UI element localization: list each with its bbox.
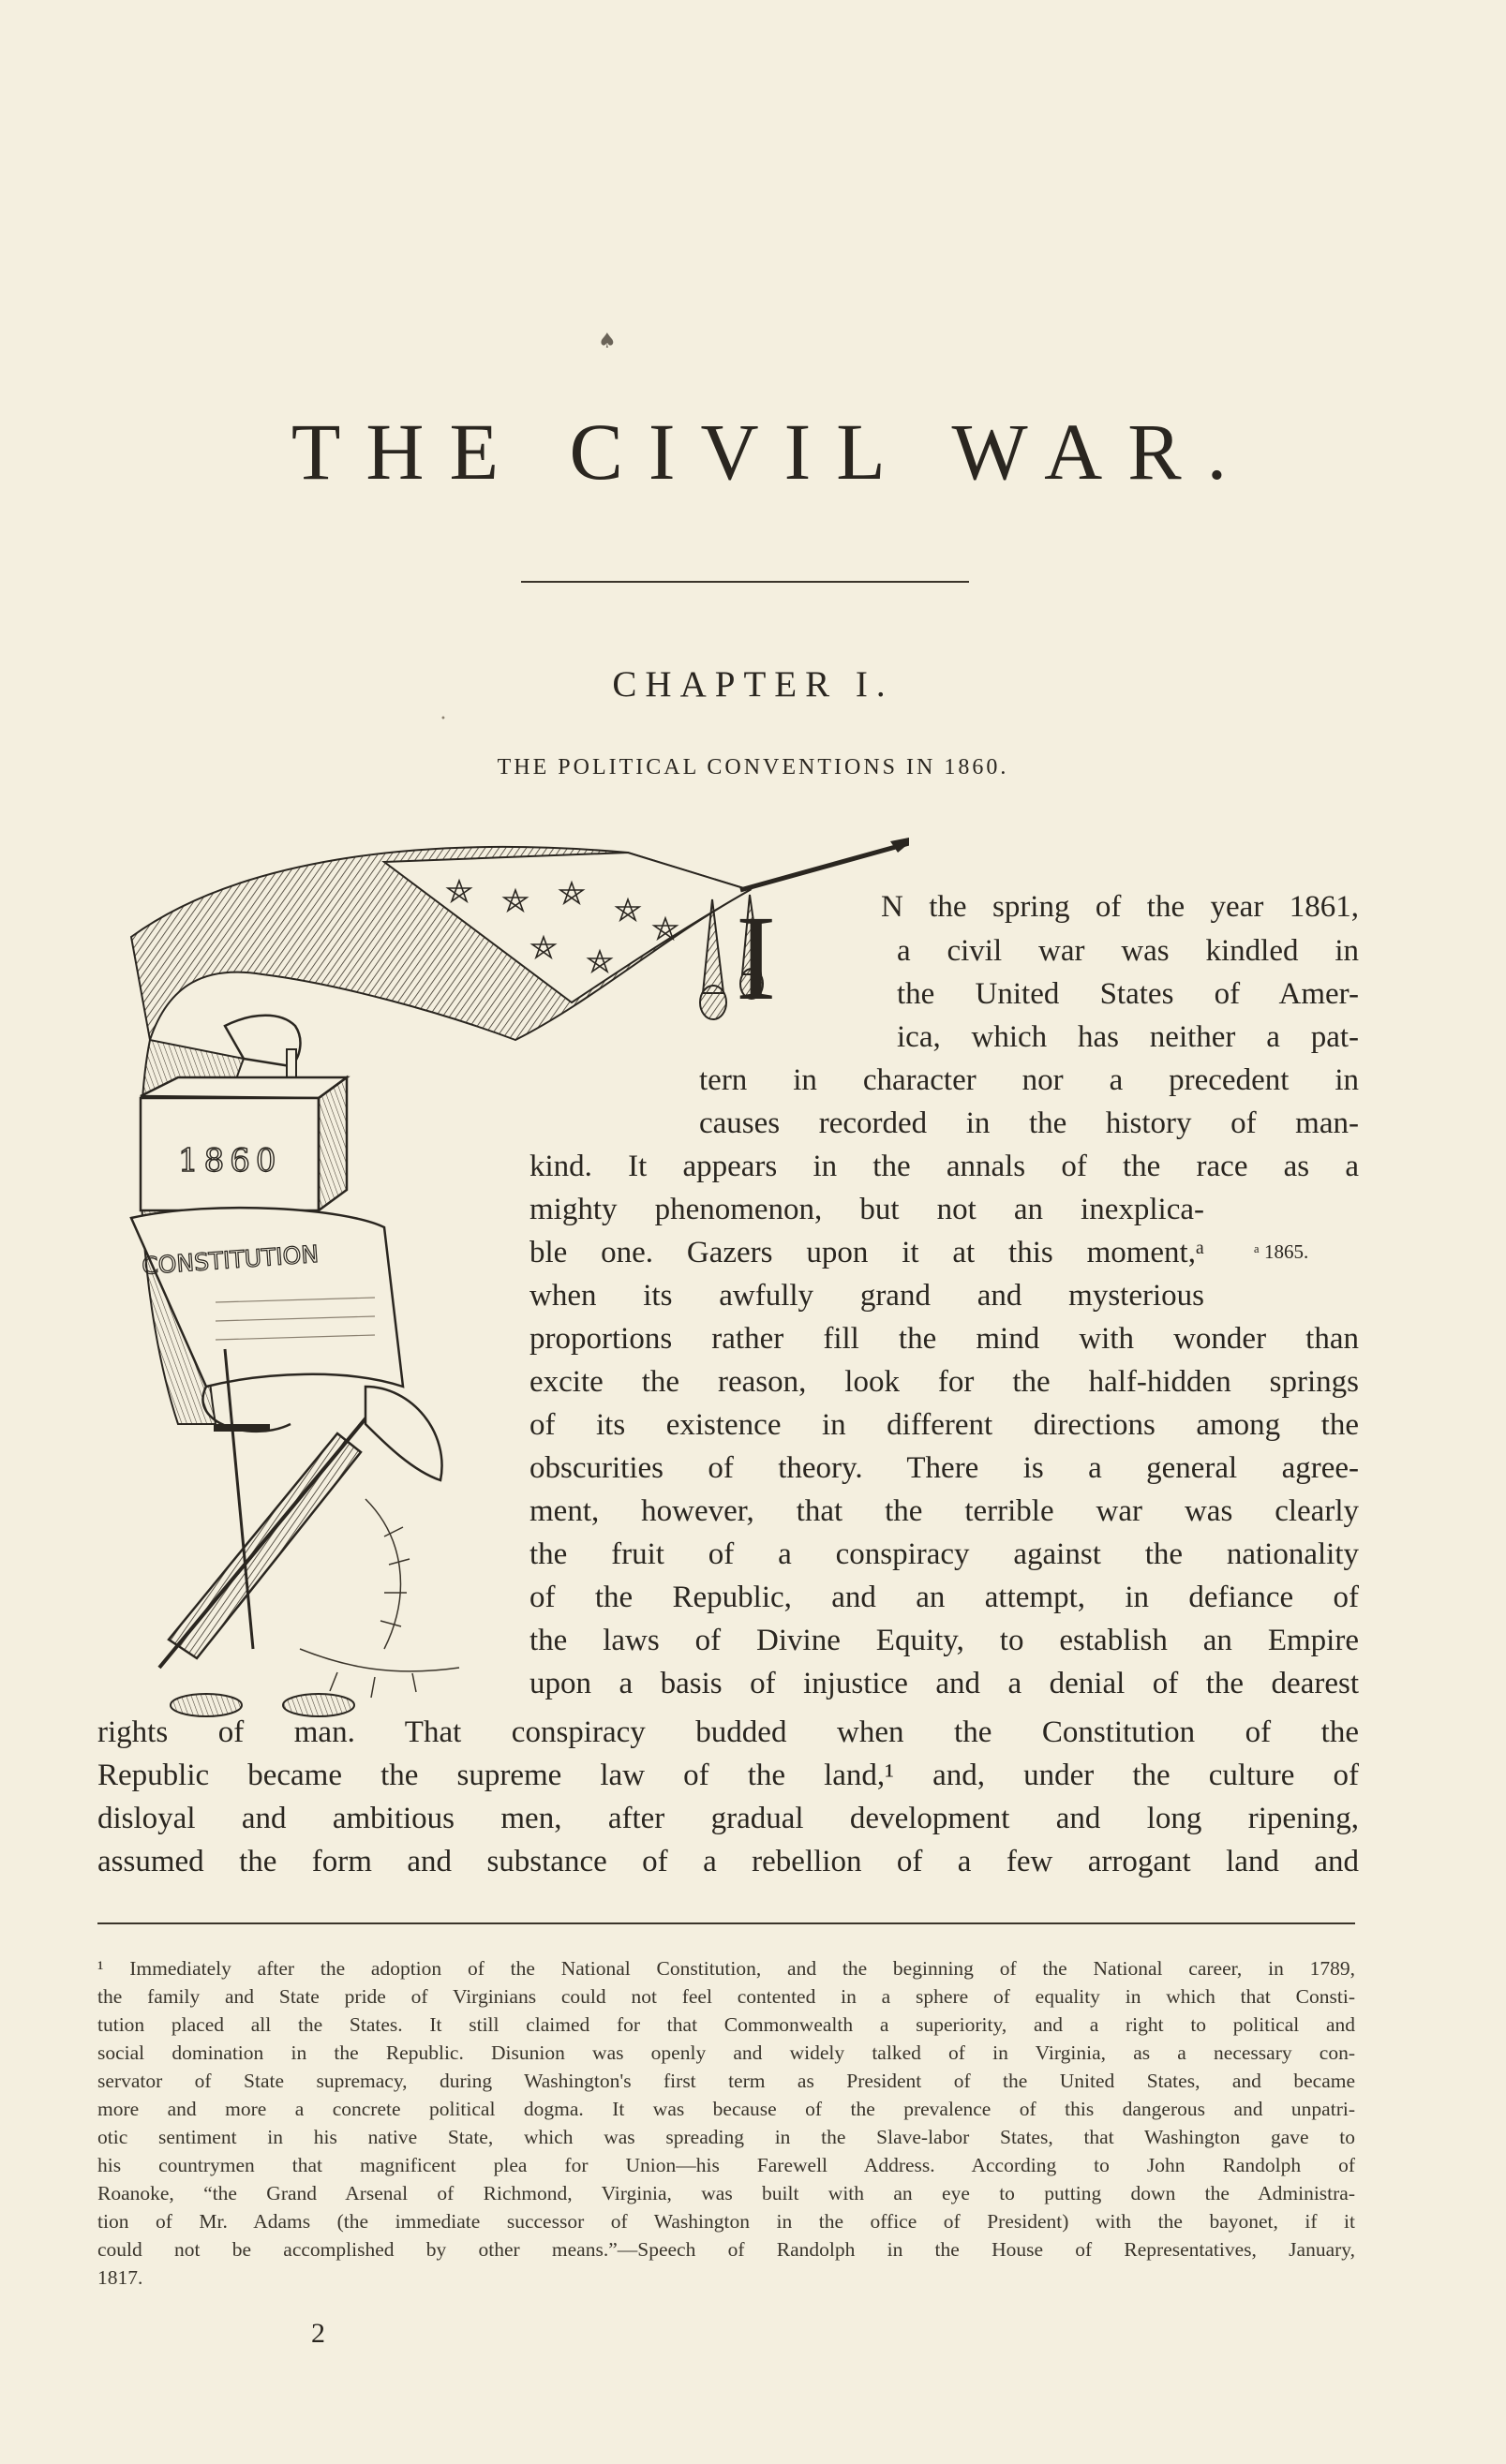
chapter-heading: CHAPTER I. (612, 664, 894, 705)
body-line: causes recorded in the history of man- (699, 1106, 1359, 1140)
foliage (300, 1499, 459, 1698)
footnote-line: social domination in the Republic. Disunion was openly and widely talked of in Virginia, as a necessary con- (97, 2041, 1355, 2064)
body-line: N the spring of the year 1861, (881, 890, 1359, 924)
body-line: Republic became the supreme law of the land,¹ and, under the culture of (97, 1759, 1359, 1792)
drop-cap: I (736, 891, 777, 1026)
body-line: when its awfully grand and mysterious (529, 1279, 1204, 1313)
ballot-box (141, 1077, 347, 1210)
body-line: upon a basis of injustice and a denial of the dearest (529, 1667, 1359, 1700)
body-line: tern in character nor a precedent in (699, 1063, 1359, 1097)
footnote-line: more and more a concrete political dogma. It was because of the prevalence of this dangerous and unpatri- (97, 2098, 1355, 2120)
body-line: proportions rather fill the mind with wonder than (529, 1322, 1359, 1356)
body-line: mighty phenomenon, but not an inexplica- (529, 1193, 1204, 1226)
flagpole (700, 836, 909, 1019)
footnote-line: could not be accomplished by other means.”—Speech of Randolph in the House of Representatives, January, (97, 2238, 1355, 2261)
body-line: rights of man. That conspiracy budded when the Constitution of the (97, 1715, 1359, 1749)
body-line: ble one. Gazers upon it at this moment,ᵃ (529, 1236, 1204, 1269)
body-line: the fruit of a conspiracy against the nationality (529, 1537, 1359, 1571)
scroll-label: CONSTITUTION (141, 1239, 320, 1280)
footnote-line: servator of State supremacy, during Washington's first term as President of the United States, and became (97, 2070, 1355, 2092)
body-line: kind. It appears in the annals of the race as a (529, 1150, 1359, 1183)
margin-note: ᵃ 1865. (1254, 1240, 1309, 1263)
footnote-line: Roanoke, “the Grand Arsenal of Richmond, Virginia, was built with an eye to putting down the Administra- (97, 2182, 1355, 2204)
footnote-line: his countrymen that magnificent plea for Union—his Farewell Address. According to John Randolph of (97, 2154, 1355, 2176)
body-line: ment, however, that the terrible war was clearly (529, 1494, 1359, 1528)
ballot-box-label: 1860 (178, 1142, 282, 1180)
printers-mark: ♠ (598, 330, 617, 353)
body-line: a civil war was kindled in (897, 934, 1359, 968)
chapter-subtitle: THE POLITICAL CONVENTIONS IN 1860. (497, 755, 1009, 779)
page-number: 2 (311, 2318, 325, 2349)
footnote-line: the family and State pride of Virginians could not feel contented in a sphere of equality in which that Consti- (97, 1985, 1355, 2008)
body-line: disloyal and ambitious men, after gradual development and long ripening, (97, 1802, 1359, 1835)
title-rule (521, 581, 969, 583)
footnote-line: 1817. (97, 2266, 143, 2289)
body-line: of the Republic, and an attempt, in defiance of (529, 1581, 1359, 1614)
footnote-rule (97, 1922, 1355, 1924)
body-line: excite the reason, look for the half-hidden springs (529, 1365, 1359, 1399)
body-line: the laws of Divine Equity, to establish an Empire (529, 1624, 1359, 1657)
body-line: of its existence in different directions among the (529, 1408, 1359, 1442)
body-line: the United States of Amer- (897, 977, 1359, 1011)
footnote-line: tion of Mr. Adams (the immediate successor of Washington in the office of President) with the bayonet, if it (97, 2210, 1355, 2233)
book-title: THE CIVIL WAR. (291, 407, 1253, 497)
body-line: obscurities of theory. There is a general agree- (529, 1451, 1359, 1485)
footnote-line: ¹ Immediately after the adoption of the National Constitution, and the beginning of the National career, in 1789, (97, 1957, 1355, 1980)
body-line: assumed the form and substance of a rebellion of a few arrogant land and (97, 1845, 1359, 1878)
speck: • (440, 714, 446, 724)
body-line: ica, which has neither a pat- (897, 1020, 1359, 1054)
footnote-line: otic sentiment in his native State, which was spreading in the Slave-labor States, that Washington gave to (97, 2126, 1355, 2148)
footnote-line: tution placed all the States. It still claimed for that Commonwealth a superiority, and a right to political and (97, 2013, 1355, 2036)
